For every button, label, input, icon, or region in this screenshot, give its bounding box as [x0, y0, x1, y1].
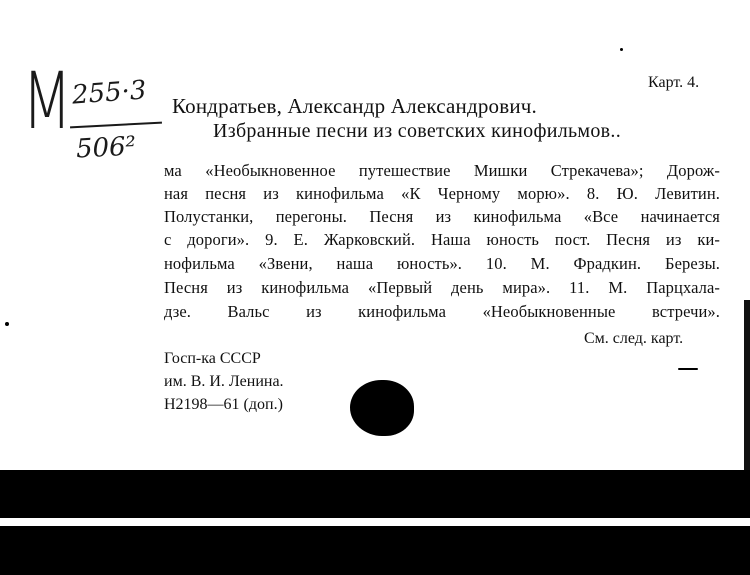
speck — [678, 368, 698, 370]
scan-border-bottom — [0, 470, 750, 518]
shelf-mark-number: 255·3 — [71, 75, 148, 111]
body-line: дзе. Вальс из кинофильма «Необыкновенные встречи». — [164, 302, 720, 321]
see-next-card-note: См. след. карт. — [584, 330, 684, 347]
shelf-mark-letter: M — [22, 55, 73, 148]
ink-stamp-blot — [350, 380, 414, 436]
body-line: Песня из кинофильма «Первый день мира». 11. М. Парцхала- — [164, 278, 720, 297]
card-number: Карт. 4. — [648, 74, 700, 91]
body-line: нофильма «Звени, наша юность». 10. М. Фрадкин. Березы. — [164, 254, 720, 273]
speck — [5, 322, 9, 326]
body-line: ная песня из кинофильма «К Черному морю». 8. Ю. Левитин. — [164, 184, 720, 203]
shelf-mark-divider — [70, 122, 162, 129]
scan-border-gap — [0, 518, 750, 526]
body-line: с дороги». 9. Е. Жарковский. Наша юность пост. Песня из ки- — [164, 230, 720, 249]
author-heading: Кондратьев, Александр Александрович. — [172, 94, 537, 118]
library-subtitle: им. В. И. Ленина. — [164, 373, 284, 390]
library-order-code: Н2198—61 (доп.) — [164, 396, 283, 413]
body-line: ма «Необыкновенное путешествие Мишки Стрекачева»; Дорож- — [164, 161, 720, 180]
scan-border-bottom-lower — [0, 526, 750, 575]
work-title: Избранные песни из советских кинофильмов.. — [213, 120, 622, 142]
card-edge-shadow — [744, 300, 750, 470]
shelf-mark-subnumber: 506² — [75, 131, 137, 165]
library-name: Госп-ка СССР — [164, 350, 261, 367]
speck — [620, 48, 623, 51]
body-line: Полустанки, перегоны. Песня из кинофильма «Все начинается — [164, 207, 720, 226]
